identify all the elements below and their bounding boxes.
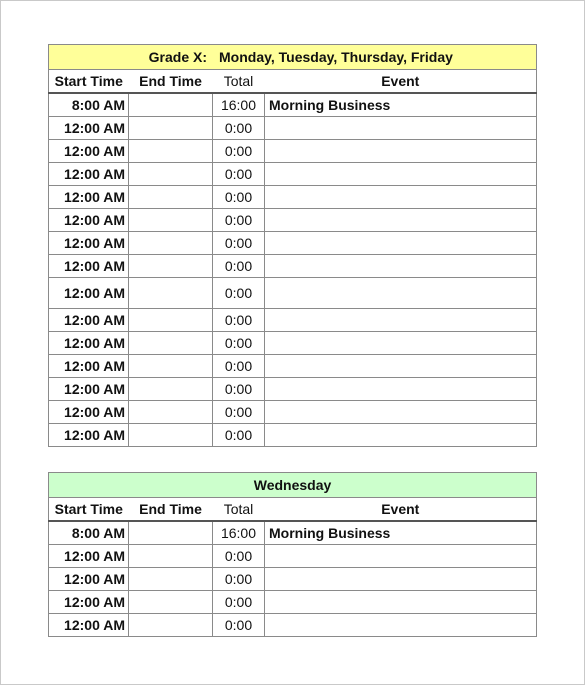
header-total: Total <box>213 498 265 522</box>
banner-cell <box>49 45 537 70</box>
header-end-time: End Time <box>129 70 213 94</box>
table-row <box>49 378 537 401</box>
table-row <box>49 591 537 614</box>
end-time-cell[interactable] <box>129 163 213 186</box>
total-cell[interactable]: 0:00 <box>213 424 265 447</box>
start-time-cell[interactable]: 12:00 AM <box>49 591 129 614</box>
event-cell[interactable] <box>265 424 537 447</box>
total-cell[interactable]: 0:00 <box>213 309 265 332</box>
total-cell[interactable]: 0:00 <box>213 209 265 232</box>
schedule-table-wednesday <box>48 472 537 637</box>
end-time-cell[interactable] <box>129 591 213 614</box>
table-row <box>49 521 537 545</box>
header-row <box>49 70 537 94</box>
start-time-cell[interactable]: 12:00 AM <box>49 401 129 424</box>
event-cell[interactable] <box>265 614 537 637</box>
grade-label: Grade X: <box>148 49 207 65</box>
end-time-cell[interactable] <box>129 255 213 278</box>
table-row <box>49 614 537 637</box>
end-time-cell[interactable] <box>129 545 213 568</box>
table-row <box>49 255 537 278</box>
event-cell[interactable]: Morning Business <box>265 93 537 117</box>
event-cell[interactable] <box>265 309 537 332</box>
table-row <box>49 93 537 117</box>
table-row <box>49 163 537 186</box>
table-row <box>49 232 537 255</box>
total-cell[interactable]: 0:00 <box>213 568 265 591</box>
total-cell[interactable]: 0:00 <box>213 614 265 637</box>
event-cell[interactable] <box>265 355 537 378</box>
header-event: Event <box>265 70 537 94</box>
total-cell[interactable]: 0:00 <box>213 278 265 309</box>
event-cell[interactable] <box>265 545 537 568</box>
start-time-cell[interactable]: 12:00 AM <box>49 278 129 309</box>
header-start-time: Start Time <box>49 498 129 522</box>
total-cell[interactable]: 0:00 <box>213 332 265 355</box>
banner-row <box>49 45 537 70</box>
end-time-cell[interactable] <box>129 521 213 545</box>
table-row <box>49 332 537 355</box>
end-time-cell[interactable] <box>129 332 213 355</box>
end-time-cell[interactable] <box>129 209 213 232</box>
end-time-cell[interactable] <box>129 186 213 209</box>
end-time-cell[interactable] <box>129 378 213 401</box>
start-time-cell[interactable]: 12:00 AM <box>49 614 129 637</box>
end-time-cell[interactable] <box>129 278 213 309</box>
event-cell[interactable] <box>265 117 537 140</box>
event-cell[interactable] <box>265 232 537 255</box>
start-time-cell[interactable]: 12:00 AM <box>49 255 129 278</box>
table-row <box>49 401 537 424</box>
event-cell[interactable] <box>265 163 537 186</box>
end-time-cell[interactable] <box>129 355 213 378</box>
header-event: Event <box>265 498 537 522</box>
header-total: Total <box>213 70 265 94</box>
days-label: Monday, Tuesday, Thursday, Friday <box>219 49 453 65</box>
event-cell[interactable] <box>265 568 537 591</box>
end-time-cell[interactable] <box>129 401 213 424</box>
total-cell[interactable]: 16:00 <box>213 521 265 545</box>
event-cell[interactable]: Morning Business <box>265 521 537 545</box>
event-cell[interactable] <box>265 401 537 424</box>
table-row <box>49 186 537 209</box>
event-cell[interactable] <box>265 591 537 614</box>
start-time-cell[interactable]: 12:00 AM <box>49 232 129 255</box>
total-cell[interactable]: 0:00 <box>213 401 265 424</box>
total-cell[interactable]: 16:00 <box>213 93 265 117</box>
end-time-cell[interactable] <box>129 309 213 332</box>
end-time-cell[interactable] <box>129 424 213 447</box>
event-cell[interactable] <box>265 278 537 309</box>
start-time-cell[interactable]: 12:00 AM <box>49 209 129 232</box>
table-row <box>49 209 537 232</box>
banner-row <box>49 473 537 498</box>
start-time-cell[interactable]: 12:00 AM <box>49 309 129 332</box>
table-row <box>49 140 537 163</box>
start-time-cell[interactable]: 12:00 AM <box>49 332 129 355</box>
table-row <box>49 355 537 378</box>
header-start-time: Start Time <box>49 70 129 94</box>
table-row <box>49 117 537 140</box>
schedule-table-weekdays <box>48 44 537 447</box>
event-cell[interactable] <box>265 378 537 401</box>
total-cell[interactable]: 0:00 <box>213 255 265 278</box>
end-time-cell[interactable] <box>129 232 213 255</box>
start-time-cell[interactable]: 12:00 AM <box>49 568 129 591</box>
end-time-cell[interactable] <box>129 568 213 591</box>
banner-cell: Wednesday <box>49 473 537 498</box>
end-time-cell[interactable] <box>129 140 213 163</box>
start-time-cell[interactable]: 12:00 AM <box>49 163 129 186</box>
total-cell[interactable]: 0:00 <box>213 591 265 614</box>
table-row <box>49 568 537 591</box>
start-time-cell[interactable]: 12:00 AM <box>49 545 129 568</box>
end-time-cell[interactable] <box>129 117 213 140</box>
table-row <box>49 424 537 447</box>
start-time-cell[interactable]: 12:00 AM <box>49 117 129 140</box>
start-time-cell[interactable]: 12:00 AM <box>49 378 129 401</box>
event-cell[interactable] <box>265 255 537 278</box>
start-time-cell[interactable]: 8:00 AM <box>49 93 129 117</box>
start-time-cell[interactable]: 8:00 AM <box>49 521 129 545</box>
total-cell[interactable]: 0:00 <box>213 545 265 568</box>
table-row <box>49 278 537 309</box>
start-time-cell[interactable]: 12:00 AM <box>49 424 129 447</box>
event-cell[interactable] <box>265 209 537 232</box>
total-cell[interactable]: 0:00 <box>213 117 265 140</box>
start-time-cell[interactable]: 12:00 AM <box>49 355 129 378</box>
table-row <box>49 309 537 332</box>
event-cell[interactable] <box>265 332 537 355</box>
header-row <box>49 498 537 522</box>
total-cell[interactable]: 0:00 <box>213 140 265 163</box>
start-time-cell[interactable]: 12:00 AM <box>49 186 129 209</box>
total-cell[interactable]: 0:00 <box>213 378 265 401</box>
total-cell[interactable]: 0:00 <box>213 355 265 378</box>
end-time-cell[interactable] <box>129 93 213 117</box>
total-cell[interactable]: 0:00 <box>213 232 265 255</box>
table-row <box>49 545 537 568</box>
event-cell[interactable] <box>265 186 537 209</box>
end-time-cell[interactable] <box>129 614 213 637</box>
total-cell[interactable]: 0:00 <box>213 163 265 186</box>
header-end-time: End Time <box>129 498 213 522</box>
event-cell[interactable] <box>265 140 537 163</box>
total-cell[interactable]: 0:00 <box>213 186 265 209</box>
start-time-cell[interactable]: 12:00 AM <box>49 140 129 163</box>
